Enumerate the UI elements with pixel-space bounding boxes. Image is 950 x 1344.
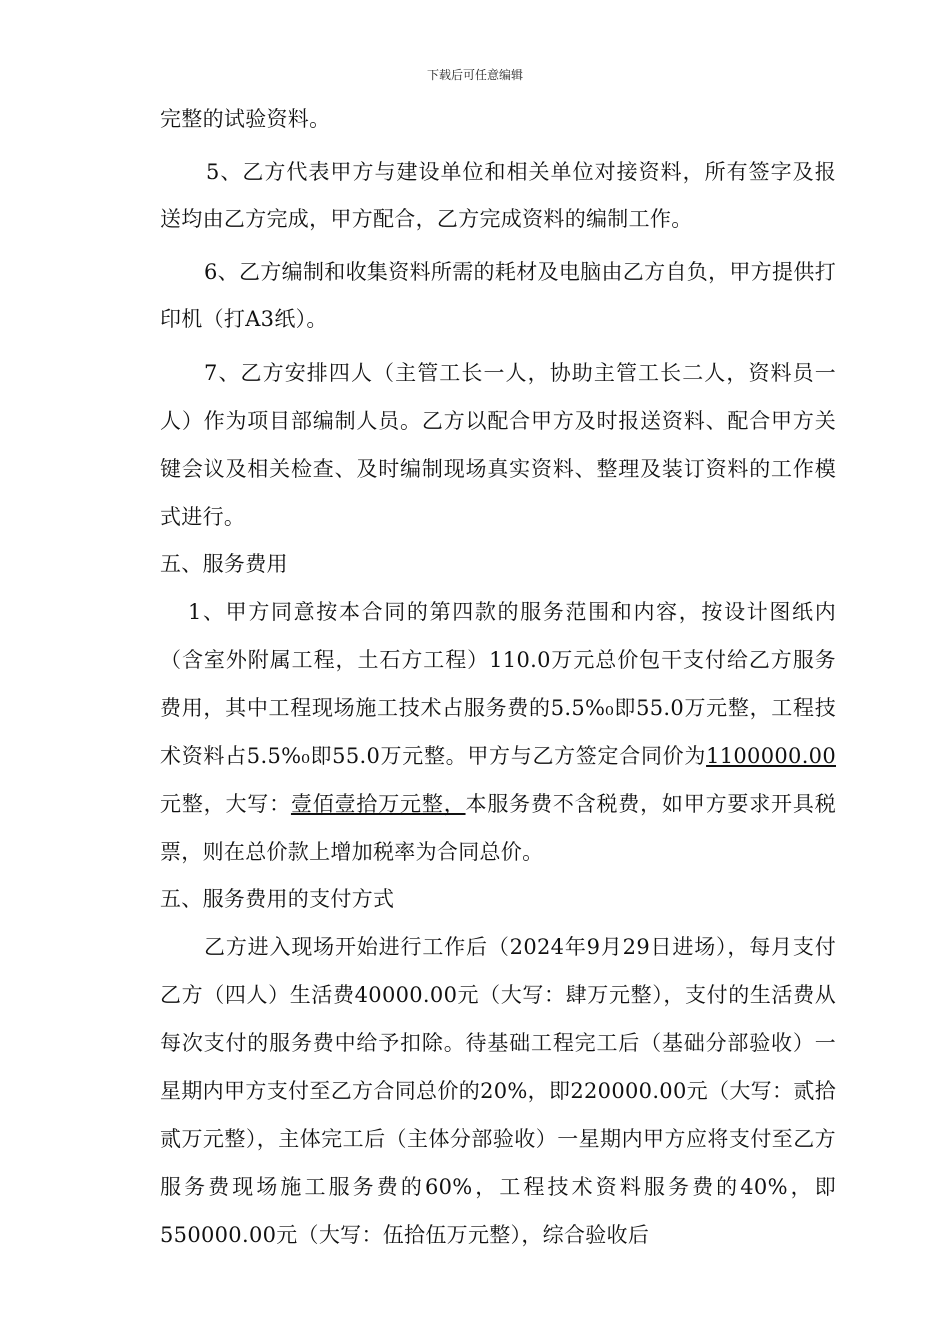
fee-clause-1 bbox=[160, 588, 836, 876]
paragraph-continuation: 完整的试验资料。 bbox=[160, 107, 331, 131]
payment-terms: 乙方进入现场开始进行工作后（2024年9月29日进场），每月支付乙方（四人）生活费40000.00元（大写：肆万元整），支付的生活费从每次支付的服务费中给予扣除。待基础工程完工后（基础分部验收）一星期内甲方支付至乙方合同总价的20%，即220000.00元（大写：贰拾贰万元整），主体完工后（主体分部验收）一星期内甲方应将支付至乙方服务费现场施工服务费的60%，工程技术资料服务费的40%，即550000.00元（大写：伍拾伍万元整），综合验收后 bbox=[160, 935, 836, 1247]
fee-text-c: 本服务费不含税费，如甲方要求开具税票，则在总价款上增加税率为合同总价。 bbox=[160, 792, 836, 864]
fee-text-b: 元整，大写： bbox=[160, 792, 291, 816]
contract-amount-uppercase: 壹佰壹拾万元整， bbox=[290, 792, 466, 816]
page-header: 下载后可任意编辑 bbox=[426, 68, 523, 82]
contract-amount: 1100000.00 bbox=[706, 744, 836, 768]
clause-6: 6、乙方编制和收集资料所需的耗材及电脑由乙方自负，甲方提供打印机（打A3纸）。 bbox=[160, 260, 836, 331]
fee-text-a: 1、甲方同意按本合同的第四款的服务范围和内容，按设计图纸内（含室外附属工程，土石方工程）110.0万元总价包干支付给乙方服务费用，其中工程现场施工技术占服务费的5.5%₀即55.0万元整，工程技术资料占5.5%₀即55.0万元整。甲方与乙方签定合同价为 bbox=[160, 600, 836, 768]
section-heading-payment: 五、服务费用的支付方式 bbox=[160, 887, 395, 911]
clause-7: 7、乙方安排四人（主管工长一人，协助主管工长二人，资料员一人）作为项目部编制人员。乙方以配合甲方及时报送资料、配合甲方关键会议及相关检查、及时编制现场真实资料、整理及装订资料的工作模式进行。 bbox=[160, 361, 836, 529]
document-body bbox=[160, 96, 836, 1259]
section-heading-fees: 五、服务费用 bbox=[160, 552, 288, 576]
clause-5: 5、乙方代表甲方与建设单位和相关单位对接资料，所有签字及报送均由乙方完成，甲方配合，乙方完成资料的编制工作。 bbox=[160, 160, 836, 231]
